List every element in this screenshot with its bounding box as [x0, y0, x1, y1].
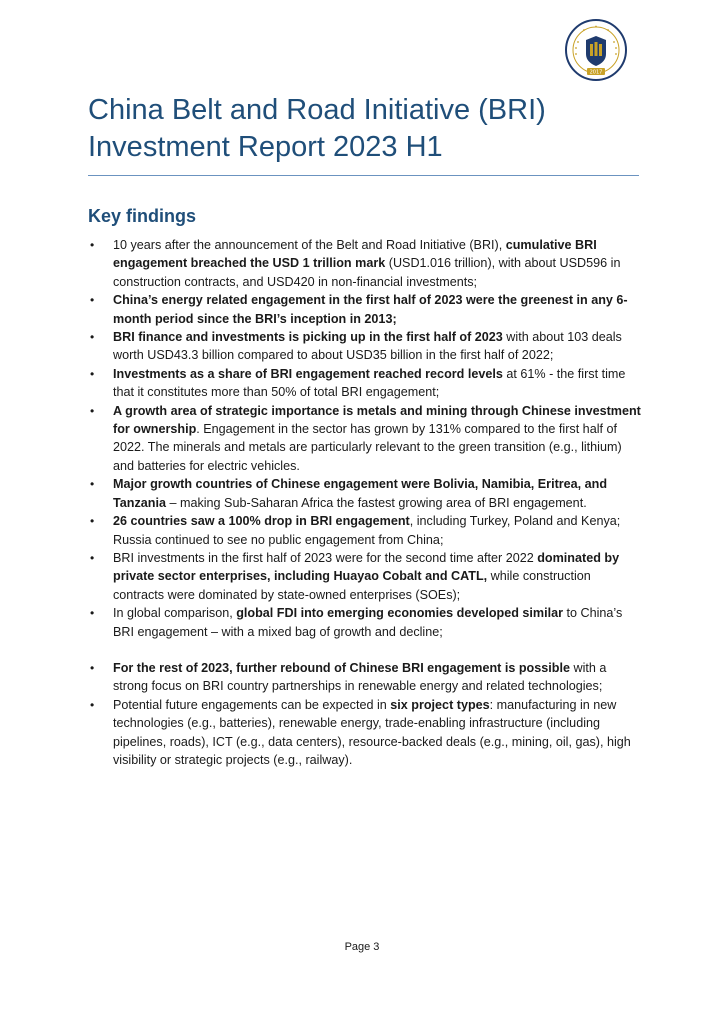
- list-item: [88, 696, 643, 770]
- body-text: Potential future engagements can be expected in: [113, 697, 391, 712]
- emphasis-text: China’s energy related engagement in the first half of 2023 were the greenest in any 6-month period since the BRI’s inception in 2013;: [113, 293, 628, 326]
- body-text: with a strong focus on BRI country partnerships in renewable energy and related technologies;: [113, 660, 607, 694]
- emphasis-text: Major growth countries of Chinese engagement were Bolivia, Namibia, Eritrea, and Tanzania: [113, 477, 608, 510]
- list-item: [88, 291, 643, 328]
- emphasis-text: cumulative BRI engagement breached the USD 1 trillion mark: [113, 238, 597, 271]
- body-text: , including Turkey, Poland and Kenya; Russia continued to see no public engagement from China;: [113, 514, 621, 547]
- report-title: [88, 92, 648, 166]
- page-number: Page 3: [344, 941, 380, 953]
- list-item: [88, 604, 643, 641]
- logo-year: 2017: [589, 69, 603, 76]
- list-item: [88, 549, 643, 604]
- emphasis-text: global FDI into emerging economies developed similar: [236, 606, 564, 621]
- body-text: (USD1.016 trillion), with about USD596 in construction contracts, and USD420 in non-financial investments;: [113, 256, 621, 289]
- body-text: . Engagement in the sector has grown by 131% compared to the first half of 2022. The minerals and metals are particularly relevant to the green transition (e.g., lithium) and batteries for electric vehicles.: [113, 422, 622, 473]
- body-text: – making Sub-Saharan Africa the fastest growing area of BRI engagement.: [165, 495, 587, 510]
- key-findings-list: [88, 236, 643, 769]
- list-item: [88, 365, 643, 402]
- emphasis-text: Investments as a share of BRI engagement reached record levels: [113, 366, 503, 381]
- body-text: with about 103 deals worth USD43.3 billion compared to about USD35 billion in the first half of 2022;: [113, 330, 622, 363]
- title-line-2: Investment Report 2023 H1: [88, 131, 443, 163]
- section-heading: Key findings: [88, 206, 197, 226]
- list-item: [88, 328, 643, 365]
- emphasis-text: 26 countries saw a 100% drop in BRI engagement: [113, 514, 410, 529]
- body-text: 10 years after the announcement of the Belt and Road Initiative (BRI),: [113, 238, 506, 252]
- emphasis-text: BRI finance and investments is picking up in the first half of 2023: [113, 330, 503, 345]
- body-text: : manufacturing in new technologies (e.g., batteries), renewable energy, trade-enabling infrastructure (including pipelines, roads), ICT (e.g., data centers), resource-backed deals (e.g., mining, oil, gas), high visibility or strategic projects (e.g., railway).: [113, 697, 631, 767]
- emphasis-text: six project types: [390, 697, 490, 712]
- title-divider: [88, 175, 639, 176]
- list-item: [88, 236, 643, 291]
- body-text: to China’s BRI engagement – with a mixed bag of growth and decline;: [113, 606, 623, 639]
- body-text: In global comparison,: [113, 606, 237, 621]
- body-text: at 61% - the first time that it constitutes more than 50% of total BRI engagement;: [113, 366, 626, 400]
- list-item: [88, 402, 643, 476]
- emphasis-text: For the rest of 2023, further rebound of Chinese BRI engagement is possible: [113, 660, 570, 675]
- emphasis-text: dominated by private sector enterprises, including Huayao Cobalt and CATL,: [113, 550, 620, 584]
- body-text: while construction contracts were dominated by state-owned enterprises (SOEs);: [113, 569, 591, 602]
- list-item: [88, 512, 643, 549]
- list-item: [88, 475, 643, 512]
- body-text: BRI investments in the first half of 2023 were for the second time after 2022: [113, 550, 538, 565]
- institute-logo: [564, 18, 628, 82]
- list-item: [88, 659, 643, 696]
- title-line-1: China Belt and Road Initiative (BRI): [88, 94, 546, 126]
- emphasis-text: A growth area of strategic importance is metals and mining through Chinese investment for ownership: [113, 403, 641, 437]
